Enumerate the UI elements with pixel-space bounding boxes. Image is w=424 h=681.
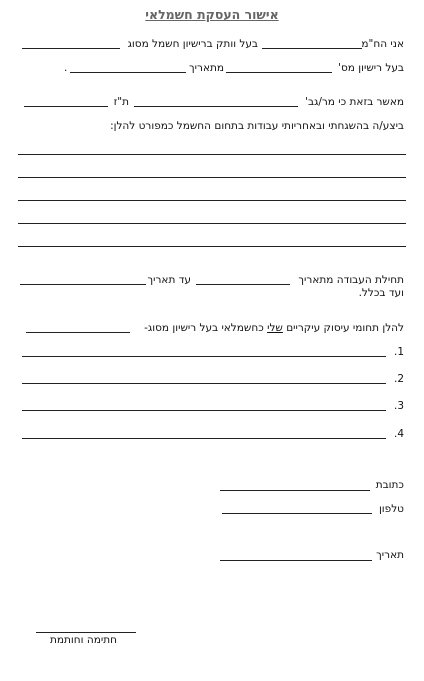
field-line-4[interactable] xyxy=(22,438,386,439)
field-line-1[interactable] xyxy=(22,356,386,357)
fields-license-type-field[interactable] xyxy=(26,332,130,333)
license-date-field[interactable] xyxy=(70,72,186,73)
item-number-2: 2. xyxy=(393,373,404,385)
id-label: ת"ז xyxy=(113,96,129,108)
license-number-field[interactable] xyxy=(226,72,332,73)
item-number-4: 4. xyxy=(393,428,404,440)
description-line-5[interactable] xyxy=(18,246,406,247)
date-label: תאריך xyxy=(376,549,404,561)
field-line-2[interactable] xyxy=(22,383,386,384)
item-number-1: 1. xyxy=(393,346,404,358)
license-number-label: בעל רישיון מס' xyxy=(338,62,404,74)
date-field[interactable] xyxy=(220,560,372,561)
item-number-3: 3. xyxy=(393,400,404,412)
employee-label: מאשר בזאת כי מר/גב' xyxy=(305,96,404,108)
start-date-field[interactable] xyxy=(196,284,290,285)
declarant-label: אני הח"מ xyxy=(361,38,404,50)
field-line-3[interactable] xyxy=(22,410,386,411)
description-line-3[interactable] xyxy=(18,200,406,201)
fields-intro: להלן תחומי עיסוק עיקריים שלי כחשמלאי בעל רישיון מסוג- xyxy=(144,322,404,334)
work-description-label: ביצע/ה בהשגחתי ובאחריותי עבודות בתחום החשמל כמפורט להלן: xyxy=(110,120,404,132)
end-date-label: עד תאריך xyxy=(147,274,191,286)
start-date-label: תחילת העבודה מתאריך xyxy=(298,274,404,286)
declarant-name-field[interactable] xyxy=(262,48,362,49)
description-line-1[interactable] xyxy=(18,154,406,155)
address-field[interactable] xyxy=(220,490,370,491)
description-line-4[interactable] xyxy=(18,223,406,224)
address-label: כתובת xyxy=(375,479,404,491)
description-line-2[interactable] xyxy=(18,177,406,178)
license-date-label: מתאריך xyxy=(189,62,224,74)
phone-field[interactable] xyxy=(222,513,372,514)
inclusive-label: ועד בכלל. xyxy=(358,287,404,299)
seniority-label: בעל וותק ברישיון חשמל מסוג xyxy=(127,38,258,50)
license-type-field[interactable] xyxy=(22,48,120,49)
phone-label: טלפון xyxy=(378,503,404,515)
end-date-field[interactable] xyxy=(20,284,146,285)
signature-field[interactable] xyxy=(36,632,136,633)
row2-period: . xyxy=(64,62,68,74)
employee-name-field[interactable] xyxy=(134,106,298,107)
employee-id-field[interactable] xyxy=(24,106,108,107)
page-title: אישור העסקת חשמלאי xyxy=(145,7,279,22)
signature-label: חתימה וחותמת xyxy=(50,634,117,646)
